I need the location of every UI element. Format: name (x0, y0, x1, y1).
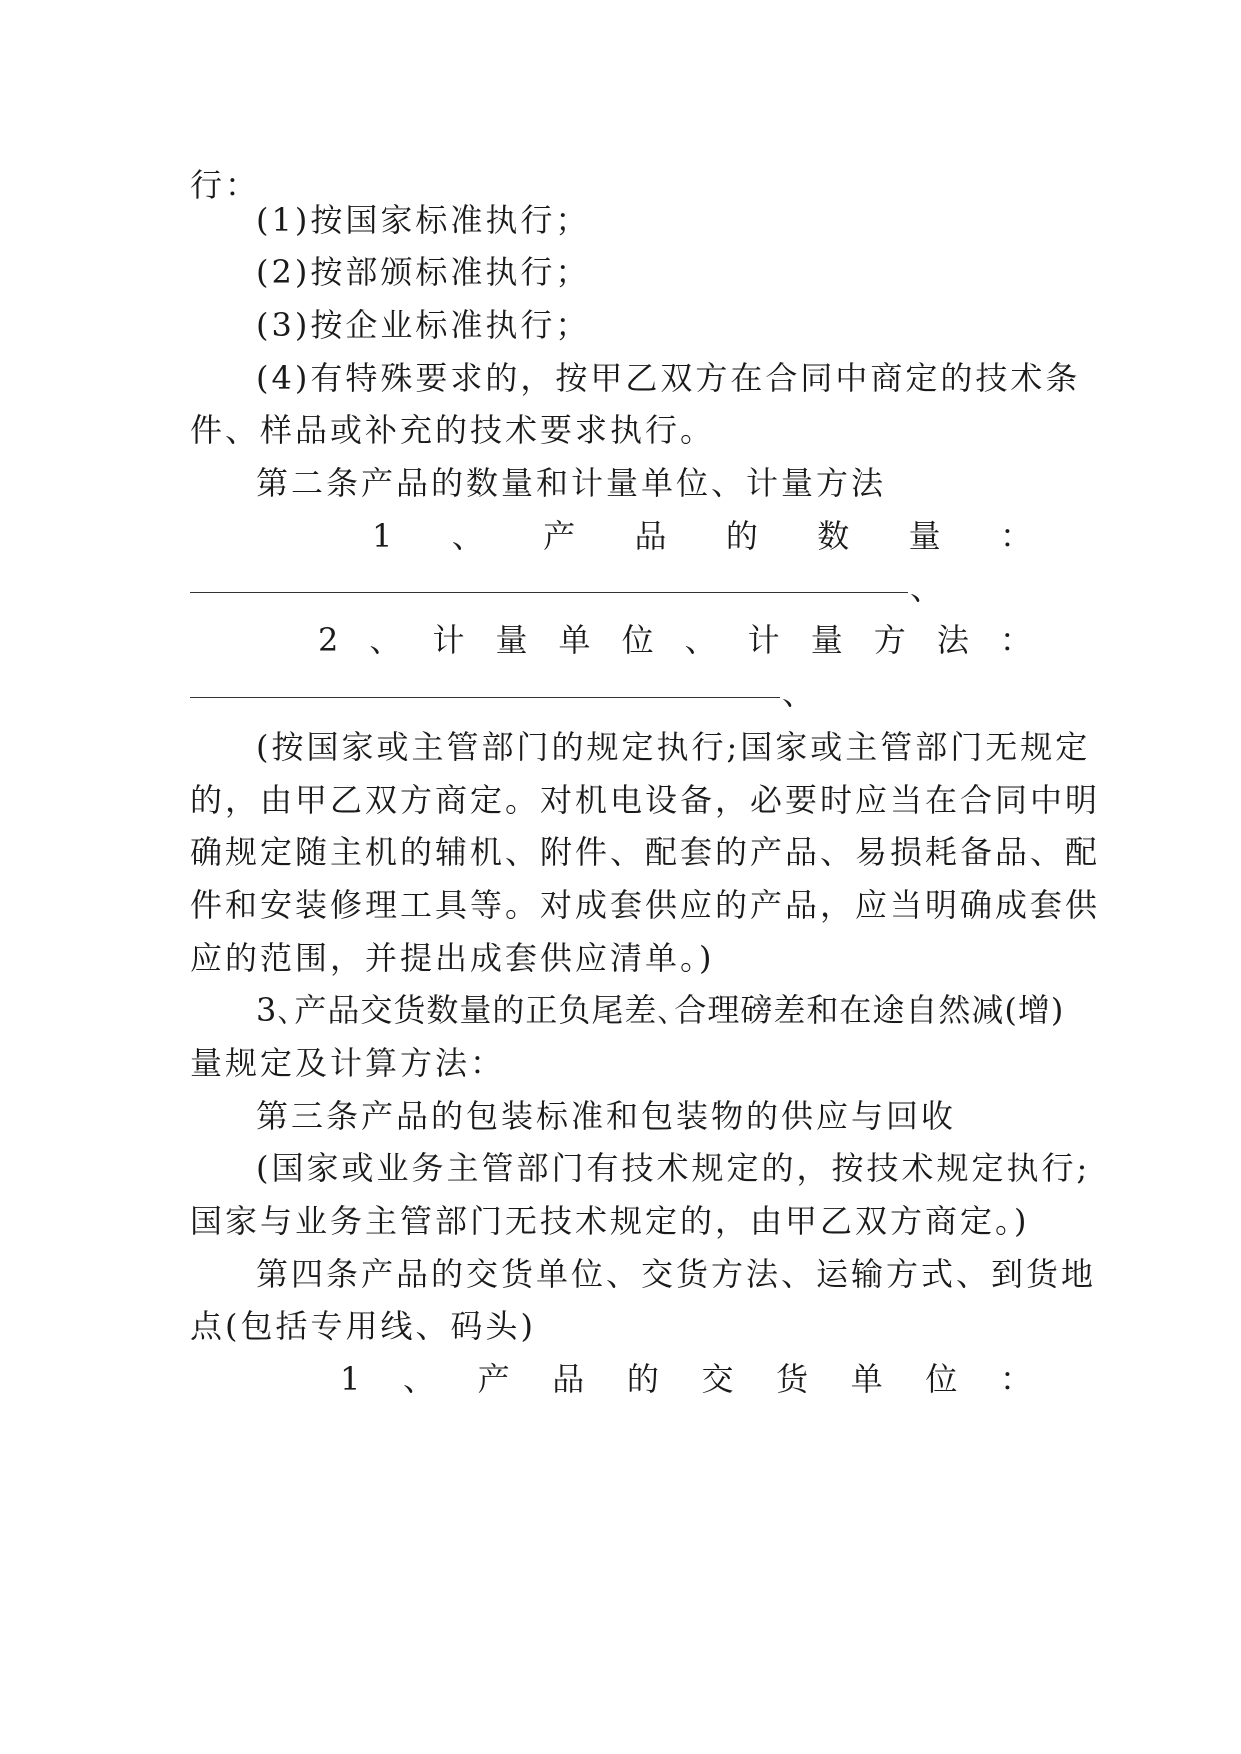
spread-char: 位 (925, 1360, 958, 1398)
spread-char: 产 (543, 517, 576, 555)
spread-line-quantity (372, 516, 1032, 556)
text-line: 量规定及计算方法： (190, 1044, 506, 1082)
spread-char: 计 (432, 621, 465, 659)
article-heading: 第四条产品的交货单位、交货方法、运输方式、到货地 (256, 1255, 1097, 1293)
blank-tail: 、 (910, 569, 943, 607)
spread-char: 产 (477, 1360, 510, 1398)
spread-char: 量 (810, 621, 843, 659)
spread-char: 交 (701, 1360, 734, 1398)
spread-line-unit (318, 620, 1032, 660)
spread-char: ： (999, 621, 1032, 659)
spread-char: 2 (318, 621, 339, 659)
text-line: 国家与业务主管部门无技术规定的，由甲乙双方商定。) (190, 1202, 1030, 1240)
spread-char: ： (999, 517, 1032, 555)
fill-in-blank-unit[interactable] (190, 673, 814, 713)
spread-char: 货 (776, 1360, 809, 1398)
text-line: (4)有特殊要求的，按甲乙双方在合同中商定的技术条 (256, 359, 1081, 397)
spread-char: 的 (626, 1360, 659, 1398)
text-line: 件、样品或补充的技术要求执行。 (190, 411, 716, 449)
spread-char: 、 (684, 621, 717, 659)
blank-tail: 、 (782, 674, 815, 712)
spread-char: 位 (621, 621, 654, 659)
spread-char: 法 (936, 621, 969, 659)
spread-char: 量 (908, 517, 941, 555)
spread-char: 、 (451, 517, 484, 555)
text-line: 行： (190, 166, 261, 204)
text-line: (1)按国家标准执行； (256, 201, 591, 239)
text-line: (3)按企业标准执行； (256, 306, 591, 344)
article-heading: 第三条产品的包装标准和包装物的供应与回收 (256, 1097, 957, 1135)
spread-char: 品 (552, 1360, 585, 1398)
spread-char: 计 (747, 621, 780, 659)
article-heading: 第二条产品的数量和计量单位、计量方法 (256, 464, 887, 502)
text-line: (2)按部颁标准执行； (256, 253, 591, 291)
text-line: 件和安装修理工具等。对成套供应的产品，应当明确成套供 (190, 886, 1101, 924)
text-line: 确规定随主机的辅机、附件、配套的产品、易损耗备品、配 (190, 833, 1101, 871)
blank-underline (190, 697, 780, 698)
spread-char: 单 (850, 1360, 883, 1398)
spread-char: 品 (634, 517, 667, 555)
spread-char: 1 (340, 1360, 361, 1398)
spread-char: 1 (372, 517, 393, 555)
text-line: 3､产品交货数量的正负尾差､合理磅差和在途自然减(增) (256, 991, 1065, 1029)
text-line: 应的范围，并提出成套供应清单。) (190, 939, 715, 977)
fill-in-blank-quantity[interactable] (190, 568, 942, 608)
spread-char: 、 (369, 621, 402, 659)
spread-line-delivery (340, 1359, 1032, 1399)
spread-char: 方 (873, 621, 906, 659)
blank-underline (190, 592, 908, 593)
text-line: 点(包括专用线、码头) (190, 1307, 536, 1345)
text-line: (国家或业务主管部门有技术规定的，按技术规定执行; (256, 1149, 1091, 1187)
spread-char: 单 (558, 621, 591, 659)
spread-char: ： (999, 1360, 1032, 1398)
spread-char: 量 (495, 621, 528, 659)
spread-char: 的 (725, 517, 758, 555)
text-line: (按国家或主管部门的规定执行;国家或主管部门无规定 (256, 728, 1091, 766)
spread-char: 、 (402, 1360, 435, 1398)
text-line: 的，由甲乙双方商定。对机电设备，必要时应当在合同中明 (190, 781, 1101, 819)
spread-char: 数 (817, 517, 850, 555)
